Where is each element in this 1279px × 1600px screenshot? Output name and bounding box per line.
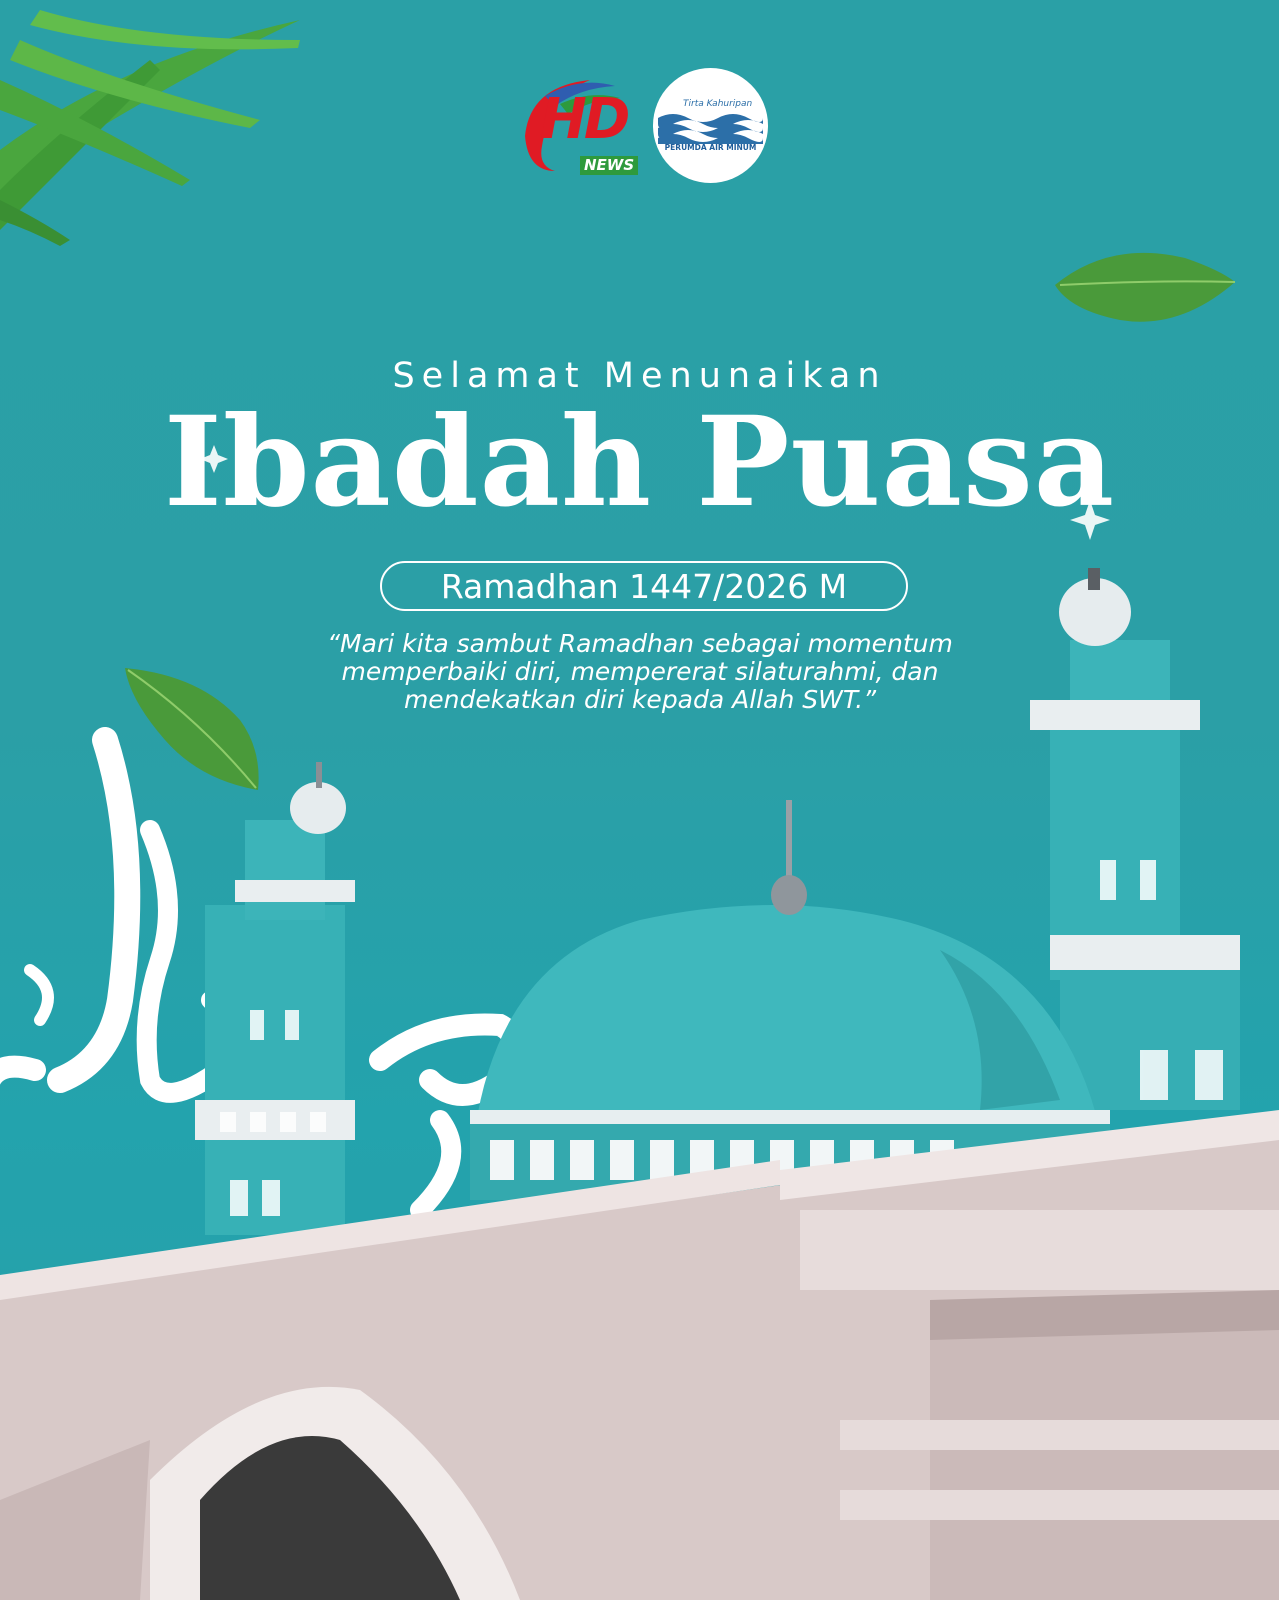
perumda-logo-top-text: Tirta Kahuripan (683, 99, 753, 109)
greeting-subtitle: Selamat Menunaikan (392, 356, 887, 396)
perumda-logo-bottom-text: PERUMDA AIR MINUM (664, 143, 757, 152)
quote-line: memperbaiki diri, mempererat silaturahmi, dan (341, 657, 939, 686)
quote-line: “Mari kita sambut Ramadhan sebagai momentum (327, 629, 953, 658)
greeting-title: Ibadah Puasa (163, 390, 1116, 535)
leaf-left (125, 668, 259, 790)
right-minaret (1030, 568, 1240, 1110)
mosque-building (0, 1110, 1279, 1600)
greeting-quote (250, 630, 1030, 714)
left-minaret (195, 762, 355, 1235)
quote-line: mendekatkan diri kepada Allah SWT.” (403, 685, 877, 714)
palm-leaf (0, 10, 300, 246)
mosque-dome (470, 800, 1110, 1200)
hd-logo-text: HD (540, 87, 628, 152)
water-waves-icon (658, 110, 763, 144)
ramadhan-year-badge: Ramadhan 1447/2026 M (380, 561, 908, 611)
hd-news-logo (520, 76, 640, 180)
hd-logo-news-label: NEWS (580, 156, 638, 175)
leaf-right (1055, 253, 1235, 322)
perumda-logo (653, 68, 768, 183)
